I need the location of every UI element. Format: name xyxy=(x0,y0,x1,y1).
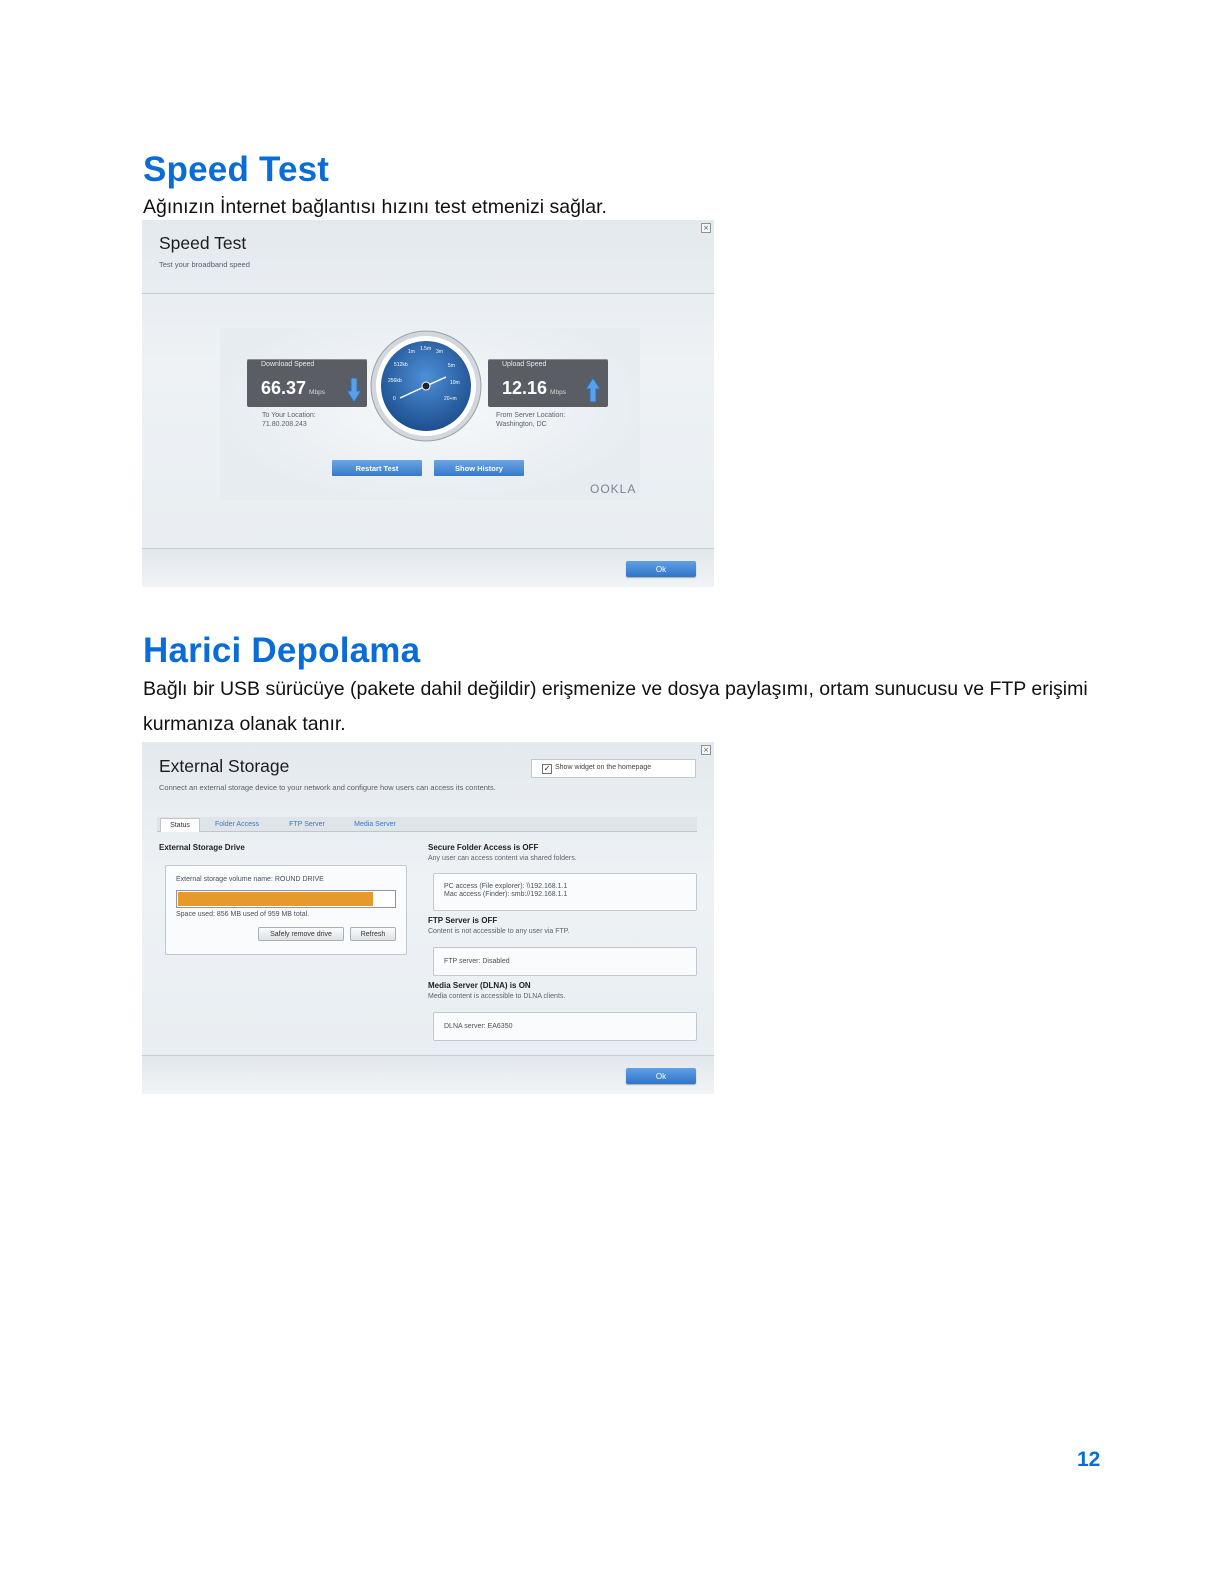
upload-location-value: Washington, DC xyxy=(496,421,547,428)
secure-folder-heading: Secure Folder Access is OFF xyxy=(428,843,539,852)
ftp-heading: FTP Server is OFF xyxy=(428,916,498,925)
gauge-tick: 1m xyxy=(408,349,415,355)
gauge-tick: 3m xyxy=(436,349,443,355)
gauge-tick: 20+m xyxy=(444,396,457,402)
show-widget-checkbox[interactable]: ✓ xyxy=(543,764,551,773)
ftp-card xyxy=(433,947,697,976)
dialog-subtitle: Connect an external storage device to your network and configure how users can access its contents. xyxy=(159,783,496,792)
show-widget-option[interactable] xyxy=(531,759,696,778)
safely-remove-drive-button[interactable]: Safely remove drive xyxy=(258,927,344,941)
arrow-down-icon xyxy=(347,378,361,402)
ookla-logo: OOKLA xyxy=(590,482,637,496)
upload-location xyxy=(496,411,565,429)
secure-folder-card xyxy=(433,873,697,911)
restart-test-button[interactable]: Restart Test xyxy=(332,460,422,476)
show-history-button[interactable]: Show History xyxy=(434,460,524,476)
media-heading: Media Server (DLNA) is ON xyxy=(428,981,531,990)
speed-test-description: Ağınızın İnternet bağlantısı hızını test etmenizi sağlar. xyxy=(143,196,607,218)
download-location-value: 71.80.208.243 xyxy=(262,421,307,428)
ftp-sub: Content is not accessible to any user via FTP. xyxy=(428,928,570,935)
page-number: 12 xyxy=(1077,1448,1101,1471)
ok-button[interactable]: Ok xyxy=(626,561,696,577)
tab-status[interactable]: Status xyxy=(160,818,200,832)
download-speed-box xyxy=(247,359,367,407)
upload-value xyxy=(502,378,566,399)
dialog-title: External Storage xyxy=(159,756,290,776)
dialog-footer xyxy=(142,548,714,587)
access-paths xyxy=(444,883,567,899)
dialog-subtitle: Test your broadband speed xyxy=(159,260,250,269)
refresh-button[interactable]: Refresh xyxy=(350,927,396,941)
download-value xyxy=(261,378,325,399)
gauge-tick: 5m xyxy=(448,363,455,369)
tab-bar xyxy=(157,817,697,832)
section-heading-speed-test: Speed Test xyxy=(143,150,330,189)
speed-test-dialog-screenshot xyxy=(142,220,714,587)
speed-gauge xyxy=(370,330,482,442)
divider xyxy=(142,293,714,294)
close-icon[interactable]: × xyxy=(701,223,711,233)
section-heading-external-storage: Harici Depolama xyxy=(143,631,421,670)
ok-button[interactable]: Ok xyxy=(626,1068,696,1084)
ftp-status: FTP server: Disabled xyxy=(444,958,510,965)
upload-label: Upload Speed xyxy=(502,361,547,368)
gauge-tick: 1.5m xyxy=(420,346,432,352)
gauge-tick: 0 xyxy=(393,396,396,402)
drive-card xyxy=(165,865,407,955)
download-location-label: To Your Location: xyxy=(262,412,316,419)
dialog-title: Speed Test xyxy=(159,233,247,253)
download-unit: Mbps xyxy=(309,389,325,396)
media-card xyxy=(433,1012,697,1041)
download-label: Download Speed xyxy=(261,361,315,368)
external-storage-dialog-screenshot xyxy=(142,742,714,1094)
show-widget-label: Show widget on the homepage xyxy=(555,764,652,771)
gauge-tick: 10m xyxy=(450,380,460,386)
gauge-tick: 256kb xyxy=(388,378,402,384)
drive-heading: External Storage Drive xyxy=(159,843,245,852)
storage-usage-fill xyxy=(178,892,373,906)
external-storage-description: Bağlı bir USB sürücüye (pakete dahil değildir) erişmenize ve dosya paylaşımı, ortam sunucusu ve FTP erişimi kurmanıza olanak tanır. xyxy=(143,678,1088,735)
upload-location-label: From Server Location: xyxy=(496,412,566,419)
dlna-status: DLNA server: EA6350 xyxy=(444,1023,513,1030)
gauge-tick: 512kb xyxy=(394,362,408,368)
tab-ftp-server[interactable]: FTP Server xyxy=(289,821,325,828)
tab-folder-access[interactable]: Folder Access xyxy=(215,821,259,828)
close-icon[interactable]: × xyxy=(701,745,711,755)
tab-media-server[interactable]: Media Server xyxy=(354,821,396,828)
dialog-footer xyxy=(142,1055,714,1094)
download-location xyxy=(262,411,316,429)
download-number: 66.37 xyxy=(261,378,307,398)
upload-speed-box xyxy=(488,359,608,407)
volume-name: External storage volume name: ROUND DRIVE xyxy=(176,876,324,883)
arrow-up-icon xyxy=(586,378,600,402)
mac-access: Mac access (Finder): smb://192.168.1.1 xyxy=(444,891,568,898)
upload-number: 12.16 xyxy=(502,378,548,398)
storage-usage-bar xyxy=(176,890,396,908)
secure-folder-sub: Any user can access content via shared folders. xyxy=(428,855,577,862)
upload-unit: Mbps xyxy=(550,389,566,396)
pc-access: PC access (File explorer): \\192.168.1.1 xyxy=(444,883,568,890)
space-used: Space used: 856 MB used of 959 MB total. xyxy=(176,911,310,918)
media-sub: Media content is accessible to DLNA clients. xyxy=(428,993,566,1000)
